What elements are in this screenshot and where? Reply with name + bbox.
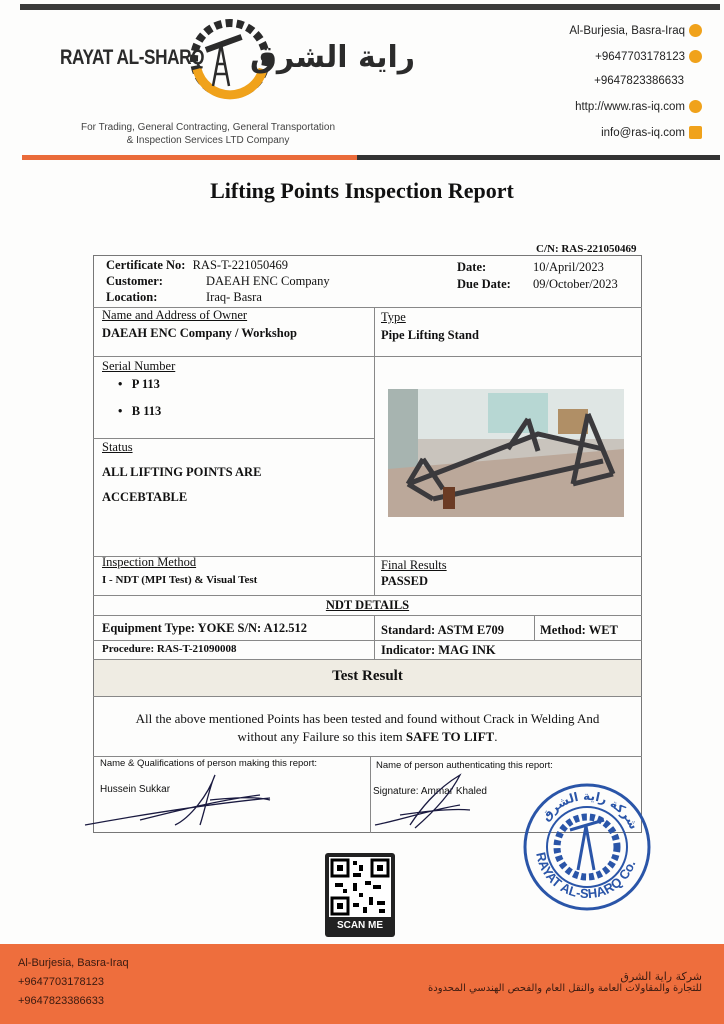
certificate-row — [106, 258, 288, 273]
owner-label: Name and Address of Owner — [102, 308, 248, 322]
certificate-value: RAS-T-221050469 — [192, 258, 288, 272]
phone-icon — [689, 50, 702, 63]
method-value: I - NDT (MPI Test) & Visual Test — [102, 574, 258, 586]
auth-label: Name of person authenticating this report: — [376, 760, 553, 771]
inspection-table — [93, 255, 642, 833]
footer-phone-1: +9647703178123 — [18, 976, 104, 988]
company-stamp — [520, 780, 654, 914]
header-divider-orange — [22, 155, 357, 160]
equipment-type: Equipment Type: YOKE S/N: A12.512 — [102, 621, 308, 635]
location-label: Location: — [106, 290, 158, 304]
phone-2-text: +9647823386633 — [594, 75, 684, 87]
contact-email — [601, 126, 702, 139]
website-text: http://www.ras-iq.com — [575, 100, 685, 113]
tagline-line-2: & Inspection Services LTD Company — [126, 135, 290, 146]
due-date-label: Due Date: — [457, 277, 511, 291]
location-row — [106, 290, 262, 305]
final-results-value: PASSED — [381, 574, 429, 588]
location-value: Iraq- Basra — [206, 290, 262, 304]
header-divider-dark — [357, 155, 720, 160]
safe-to-lift: SAFE TO LIFT — [405, 729, 495, 744]
test-result-title: Test Result — [332, 668, 403, 684]
ndt-method: Method: WET — [540, 623, 618, 637]
logo-english: RAYAT AL-SHARQ — [60, 46, 205, 69]
footer-address: Al-Burjesia, Basra-Iraq — [18, 957, 129, 969]
final-results-label: Final Results — [381, 558, 447, 572]
auth-signature — [370, 770, 480, 830]
serial-2-text: B 113 — [131, 404, 162, 418]
customer-value: DAEAH ENC Company — [206, 274, 330, 288]
type-label: Type — [381, 310, 406, 324]
globe-icon — [689, 100, 702, 113]
serial-item-2: • B 113 — [118, 404, 162, 418]
test-result-text — [96, 710, 639, 746]
footer-arabic-line-1: شركة راية الشرق — [620, 970, 702, 983]
status-line-1: ALL LIFTING POINTS ARE — [102, 465, 262, 479]
due-date-row — [457, 277, 618, 292]
email-text: info@ras-iq.com — [601, 126, 685, 139]
test-result-line-2-text: without any Failure so this item — [237, 729, 406, 744]
tagline-line-1: For Trading, General Contracting, General Transportation — [80, 122, 336, 133]
date-row — [457, 260, 604, 275]
equipment-photo — [388, 389, 624, 517]
address-text: Al-Burjesia, Basra-Iraq — [569, 24, 685, 37]
test-result-end: . — [494, 729, 498, 744]
ndt-details-title: NDT DETAILS — [325, 598, 410, 612]
qr-code-icon — [329, 857, 391, 917]
contact-website — [575, 100, 702, 113]
phone-1-text: +9647703178123 — [595, 50, 685, 63]
maker-name: Hussein Sukkar — [100, 784, 171, 795]
date-label: Date: — [457, 260, 487, 274]
footer-phone-2: +9647823386633 — [18, 995, 104, 1007]
footer-arabic — [428, 970, 702, 994]
maker-label: Name & Qualifications of person making this report: — [100, 758, 318, 769]
report-title: Lifting Points Inspection Report — [210, 178, 514, 203]
due-date-value: 09/October/2023 — [533, 277, 618, 291]
procedure: Procedure: RAS-T-21090008 — [102, 643, 237, 655]
date-value: 10/April/2023 — [533, 260, 604, 274]
stamp-text-ar: شركة راية الشرق — [538, 788, 641, 832]
company-tagline — [58, 121, 358, 147]
qr-code-block[interactable] — [325, 853, 395, 937]
contact-phone-2 — [594, 75, 684, 87]
contact-address — [569, 24, 702, 37]
customer-label: Customer: — [106, 274, 163, 288]
contact-phone-1 — [595, 50, 702, 63]
serial-item-1: • P 113 — [118, 377, 160, 391]
footer-arabic-line-2: للتجارة والمقاولات العامة والنقل العام والفحص الهندسي المحدودة — [428, 983, 702, 994]
owner-value: DAEAH ENC Company / Workshop — [102, 326, 297, 340]
test-result-line-1: All the above mentioned Points has been tested and found without Crack in Welding And — [135, 711, 600, 726]
stamp-text: RAYAT AL-SHARQ Co. — [533, 850, 639, 902]
scan-me-label: SCAN ME — [336, 920, 384, 931]
maker-signature — [80, 770, 280, 830]
certificate-label: Certificate No: — [106, 258, 186, 272]
status-line-2: ACCEBTABLE — [102, 490, 188, 504]
envelope-icon — [689, 126, 702, 139]
test-result-line-2 — [96, 728, 639, 746]
auth-name: Signature: Ammar Khaled — [373, 786, 487, 797]
header-top-bar — [20, 4, 720, 10]
logo-arabic: راية الشرق — [250, 40, 416, 75]
cn-number: C/N: RAS-221050469 — [536, 243, 637, 255]
serial-1-text: P 113 — [131, 377, 160, 391]
standard: Standard: ASTM E709 — [381, 623, 504, 637]
status-label: Status — [102, 440, 133, 454]
serial-label: Serial Number — [102, 359, 176, 373]
indicator: Indicator: MAG INK — [381, 643, 496, 657]
location-pin-icon — [689, 24, 702, 37]
type-value: Pipe Lifting Stand — [381, 328, 479, 342]
method-label: Inspection Method — [102, 555, 197, 569]
customer-row — [106, 274, 330, 289]
